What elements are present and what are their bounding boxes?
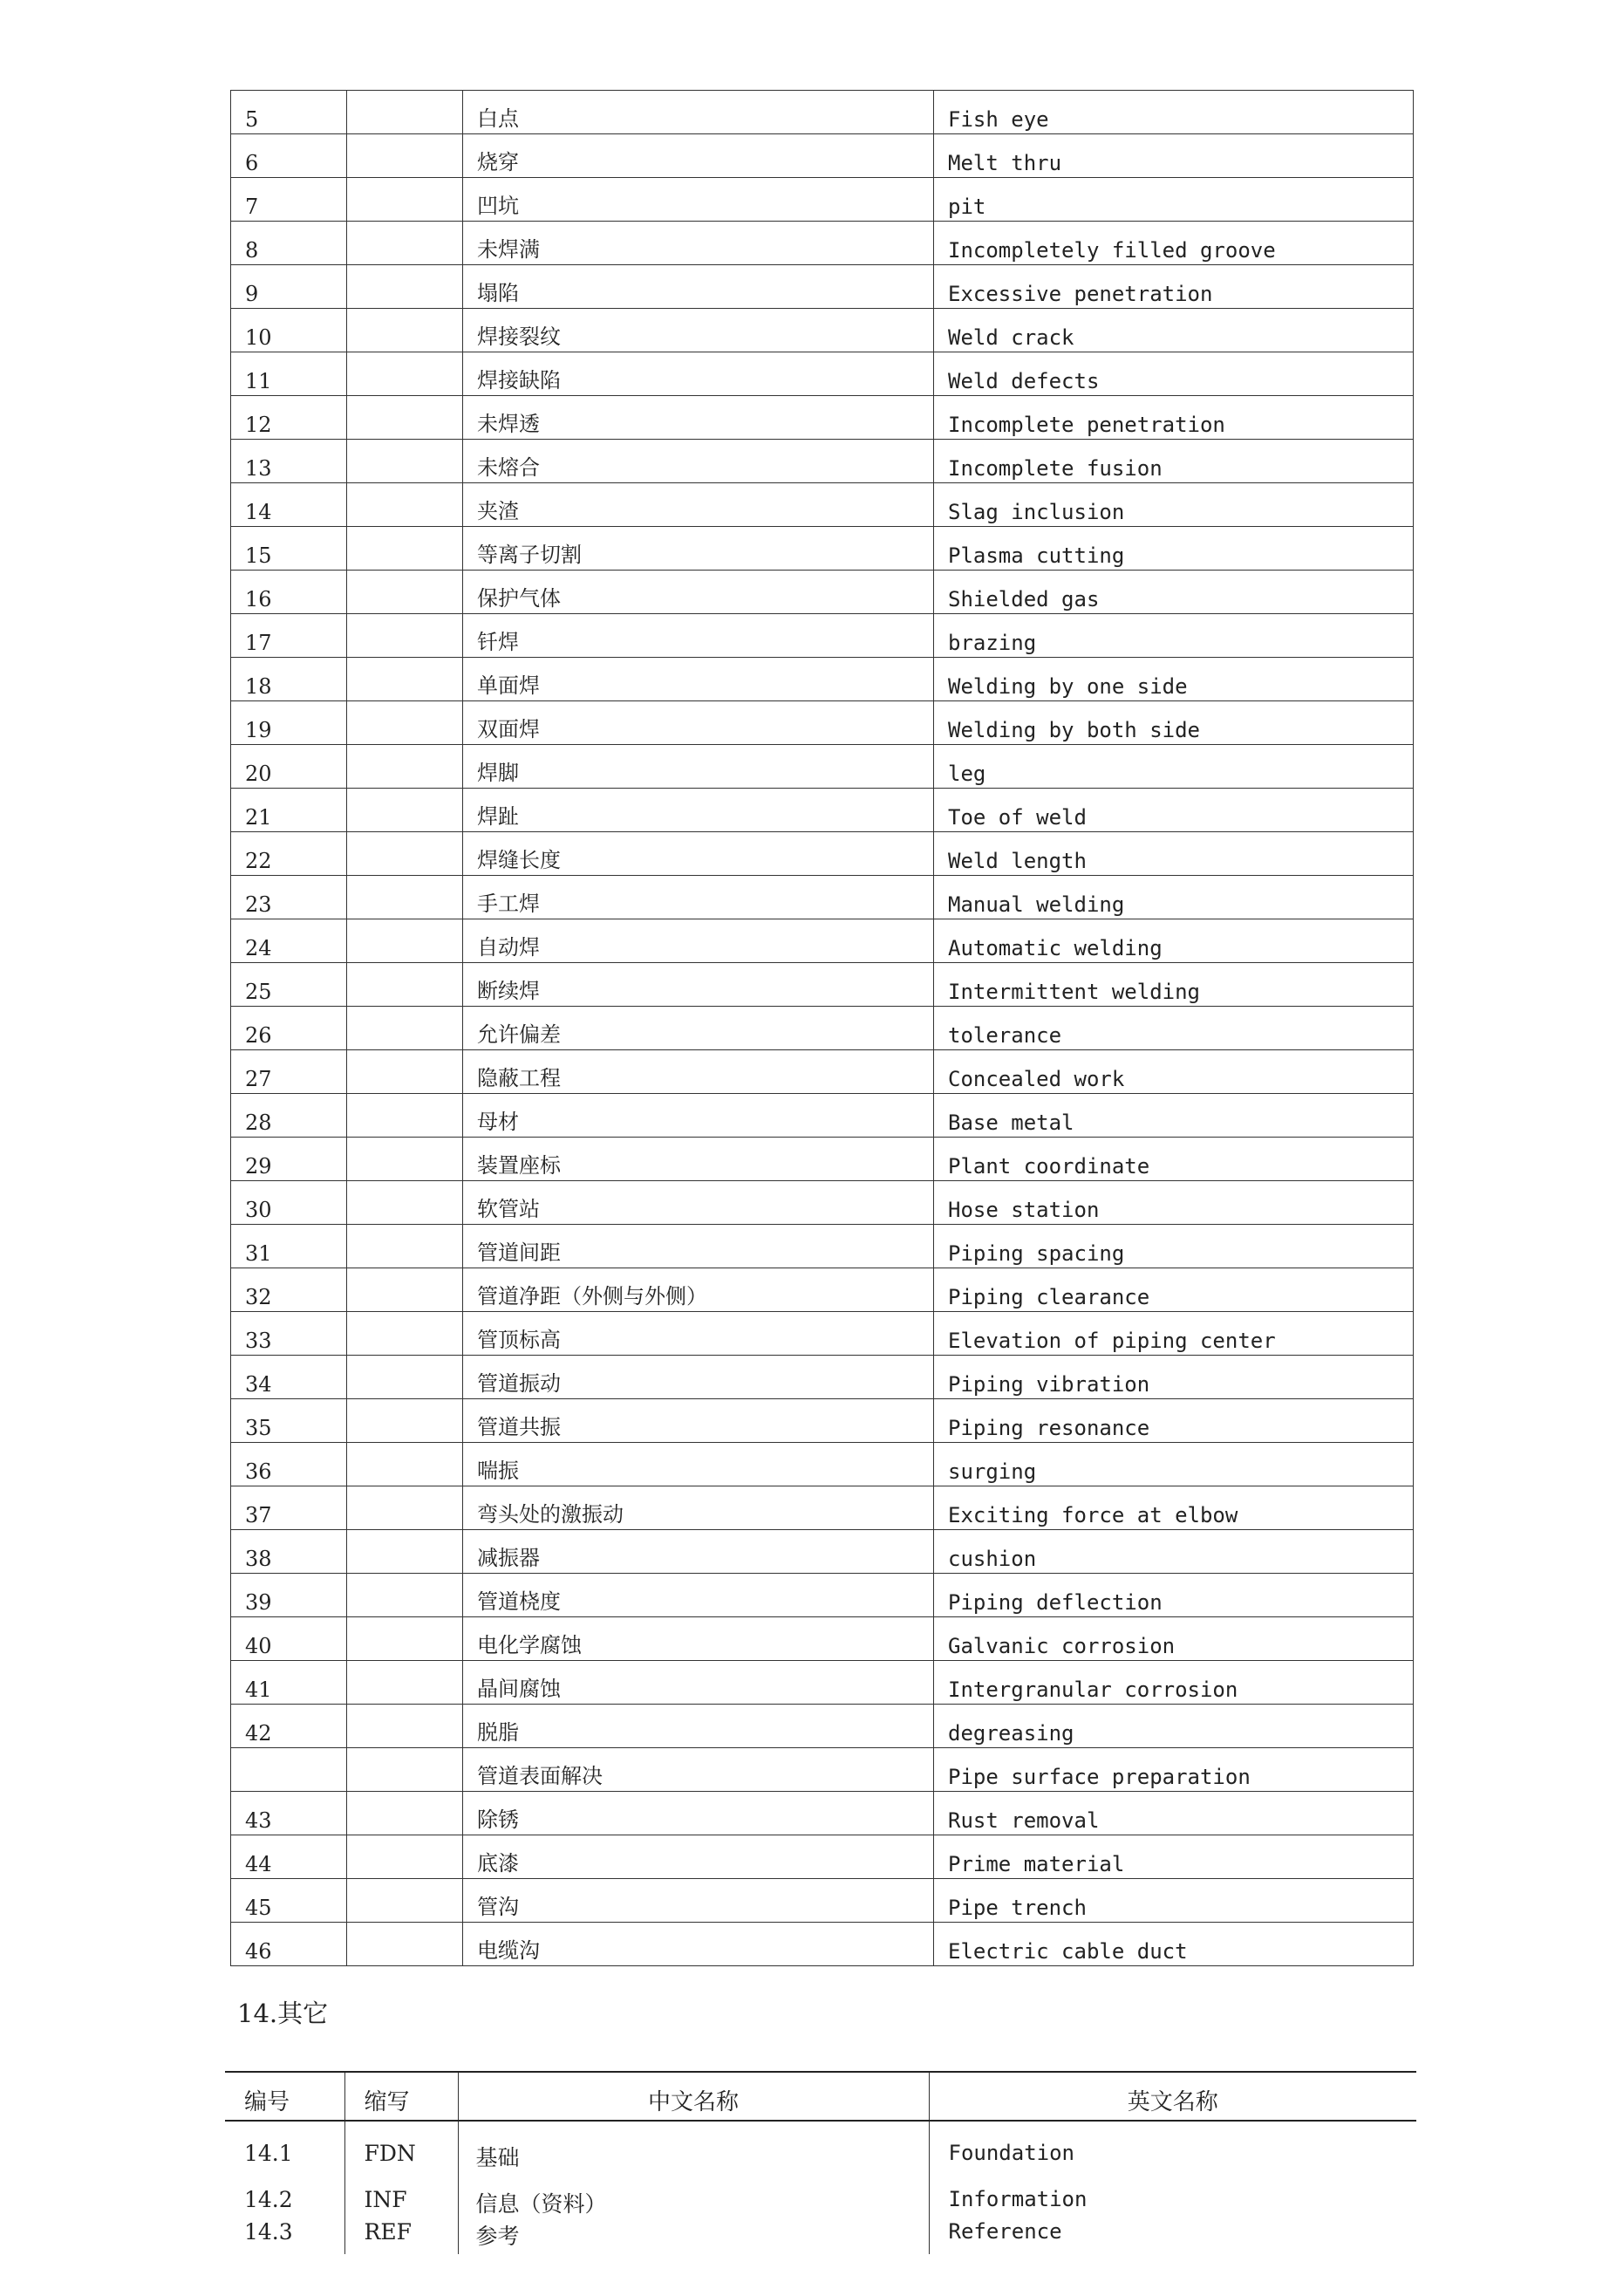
row-number: 5 [231,91,347,134]
row-chinese-name: 焊趾 [463,789,934,832]
row-number: 14.2 [225,2183,344,2219]
table-row [231,1268,1414,1312]
header-english-name: 英文名称 [929,2072,1416,2121]
row-number: 16 [231,571,347,614]
row-abbreviation [347,571,463,614]
table-row [231,1094,1414,1138]
row-chinese-name: 电化学腐蚀 [463,1617,934,1661]
table-row [231,1312,1414,1356]
header-chinese-name: 中文名称 [458,2072,929,2121]
row-abbreviation [347,1356,463,1399]
table-row [231,1574,1414,1617]
row-number: 38 [231,1530,347,1574]
row-abbreviation [347,1661,463,1705]
row-number: 10 [231,309,347,352]
row-chinese-name: 烧穿 [463,134,934,178]
row-english-name: Welding by both side [934,701,1414,745]
row-number: 24 [231,919,347,963]
table-row [231,1705,1414,1748]
row-english-name: Galvanic corrosion [934,1617,1414,1661]
row-english-name: tolerance [934,1007,1414,1050]
table-row [231,571,1414,614]
row-number: 29 [231,1138,347,1181]
row-english-name: Reference [948,2219,1062,2244]
row-abbreviation [347,832,463,876]
row-chinese-name: 管道振动 [463,1356,934,1399]
row-english-name: Information [948,2187,1088,2211]
row-chinese-name: 减振器 [463,1530,934,1574]
row-english-name: Slag inclusion [934,483,1414,527]
row-english-name: Rust removal [934,1792,1414,1835]
table-row [225,2219,1416,2254]
row-number: 14.1 [225,2121,344,2183]
row-chinese-name: 凹坑 [463,178,934,222]
row-number: 36 [231,1443,347,1486]
row-number: 44 [231,1835,347,1879]
table-row [231,134,1414,178]
row-abbreviation [347,265,463,309]
row-english-name: Melt thru [934,134,1414,178]
row-english-name: Incompletely filled groove [934,222,1414,265]
row-abbreviation [347,1443,463,1486]
table-row [231,1443,1414,1486]
row-chinese-name: 保护气体 [463,571,934,614]
row-number: 46 [231,1923,347,1966]
row-chinese-name: 断续焊 [463,963,934,1007]
row-number: 19 [231,701,347,745]
row-number: 25 [231,963,347,1007]
row-english-name: pit [934,178,1414,222]
row-abbreviation [347,1138,463,1181]
row-english-name: Prime material [934,1835,1414,1879]
row-english-name: Foundation [948,2141,1074,2165]
table-row [231,1617,1414,1661]
row-english-name: Exciting force at elbow [934,1486,1414,1530]
row-abbreviation [347,1835,463,1879]
row-number: 37 [231,1486,347,1530]
table-row [231,1923,1414,1966]
row-abbreviation [347,963,463,1007]
row-english-name: leg [934,745,1414,789]
row-chinese-name: 软管站 [463,1181,934,1225]
row-english-name: Electric cable duct [934,1923,1414,1966]
section-title: 14.其它 [237,1999,329,2028]
row-abbreviation [347,919,463,963]
row-english-name: Manual welding [934,876,1414,919]
table-row [231,309,1414,352]
row-chinese-name: 单面焊 [463,658,934,701]
row-chinese-name: 脱脂 [463,1705,934,1748]
table-row [231,789,1414,832]
row-chinese-name: 焊接缺陷 [463,352,934,396]
row-english-name: Excessive penetration [934,265,1414,309]
row-number: 41 [231,1661,347,1705]
table-row [231,1050,1414,1094]
row-chinese-name: 未熔合 [463,440,934,483]
row-abbreviation [347,876,463,919]
row-abbreviation [347,1399,463,1443]
table-row [231,1792,1414,1835]
row-english-name: Elevation of piping center [934,1312,1414,1356]
row-english-name: Pipe trench [934,1879,1414,1923]
table-row [231,919,1414,963]
row-number: 23 [231,876,347,919]
row-english-name: Piping spacing [934,1225,1414,1268]
row-number: 17 [231,614,347,658]
row-chinese-name: 弯头处的激振动 [463,1486,934,1530]
row-abbreviation [347,1923,463,1966]
row-number: 35 [231,1399,347,1443]
row-english-name: surging [934,1443,1414,1486]
row-number: 43 [231,1792,347,1835]
row-number: 45 [231,1879,347,1923]
row-chinese-name: 信息（资料） [458,2183,929,2219]
row-chinese-name: 底漆 [463,1835,934,1879]
row-abbreviation: REF [344,2219,458,2254]
row-abbreviation [347,1792,463,1835]
row-number: 30 [231,1181,347,1225]
row-chinese-name: 参考 [458,2219,929,2254]
row-chinese-name: 基础 [458,2121,929,2183]
row-english-name: Welding by one side [934,658,1414,701]
glossary-table [230,90,1414,1966]
table-row [231,614,1414,658]
row-abbreviation [347,309,463,352]
row-chinese-name: 晶间腐蚀 [463,1661,934,1705]
row-number: 31 [231,1225,347,1268]
table-row [231,265,1414,309]
row-english-name: Plant coordinate [934,1138,1414,1181]
header-abbreviation: 缩写 [344,2072,458,2121]
row-number: 21 [231,789,347,832]
row-number: 7 [231,178,347,222]
row-chinese-name: 焊脚 [463,745,934,789]
table-row [231,963,1414,1007]
row-english-name: Pipe surface preparation [934,1748,1414,1792]
row-chinese-name: 管道表面解决 [463,1748,934,1792]
row-chinese-name: 装置座标 [463,1138,934,1181]
table-row [231,1356,1414,1399]
table-row [225,2183,1416,2219]
row-number: 9 [231,265,347,309]
row-abbreviation [347,1705,463,1748]
row-abbreviation [347,1094,463,1138]
table-row [231,876,1414,919]
table-row [231,483,1414,527]
row-number: 27 [231,1050,347,1094]
row-number: 14.3 [225,2219,344,2254]
row-abbreviation [347,1879,463,1923]
row-chinese-name: 白点 [463,91,934,134]
table-row [231,1879,1414,1923]
row-abbreviation [347,1486,463,1530]
row-english-name: Piping deflection [934,1574,1414,1617]
row-abbreviation [347,440,463,483]
row-chinese-name: 钎焊 [463,614,934,658]
row-abbreviation [347,1617,463,1661]
row-chinese-name: 夹渣 [463,483,934,527]
row-chinese-name: 管沟 [463,1879,934,1923]
section-14-table-body [225,2121,1416,2254]
row-chinese-name: 手工焊 [463,876,934,919]
row-abbreviation [347,789,463,832]
table-row [231,527,1414,571]
row-abbreviation: INF [344,2183,458,2219]
table-row [225,2121,1416,2183]
row-chinese-name: 焊缝长度 [463,832,934,876]
table-row [231,91,1414,134]
row-english-name: Piping clearance [934,1268,1414,1312]
row-english-name: Intermittent welding [934,963,1414,1007]
row-chinese-name: 隐蔽工程 [463,1050,934,1094]
row-chinese-name: 除锈 [463,1792,934,1835]
row-number: 40 [231,1617,347,1661]
table-row [231,1661,1414,1705]
row-chinese-name: 管道净距（外侧与外侧） [463,1268,934,1312]
row-chinese-name: 管道桡度 [463,1574,934,1617]
row-abbreviation [347,134,463,178]
row-abbreviation [347,1574,463,1617]
row-number: 18 [231,658,347,701]
row-number: 32 [231,1268,347,1312]
row-abbreviation [347,1312,463,1356]
row-english-name: brazing [934,614,1414,658]
row-english-name: Base metal [934,1094,1414,1138]
table-row [231,701,1414,745]
row-number: 28 [231,1094,347,1138]
row-abbreviation [347,222,463,265]
table-row [231,1835,1414,1879]
row-abbreviation [347,527,463,571]
row-abbreviation [347,483,463,527]
table-row [231,178,1414,222]
row-chinese-name: 管顶标高 [463,1312,934,1356]
row-number: 12 [231,396,347,440]
row-abbreviation [347,1007,463,1050]
row-chinese-name: 管道共振 [463,1399,934,1443]
row-number: 14 [231,483,347,527]
row-abbreviation [347,1050,463,1094]
row-number: 15 [231,527,347,571]
row-abbreviation [347,658,463,701]
row-english-name: cushion [934,1530,1414,1574]
table-row [231,222,1414,265]
row-english-name: Weld crack [934,309,1414,352]
row-number: 6 [231,134,347,178]
table-row [231,745,1414,789]
row-number: 11 [231,352,347,396]
row-english-name: Fish eye [934,91,1414,134]
row-number [231,1748,347,1792]
row-number: 26 [231,1007,347,1050]
row-english-name: Toe of weld [934,789,1414,832]
row-number: 34 [231,1356,347,1399]
row-number: 13 [231,440,347,483]
section-14-table [225,2071,1416,2254]
row-english-name: Weld length [934,832,1414,876]
row-chinese-name: 管道间距 [463,1225,934,1268]
table-row [231,1181,1414,1225]
table-row [231,1007,1414,1050]
row-english-name: Shielded gas [934,571,1414,614]
table-row [231,658,1414,701]
row-abbreviation [347,1181,463,1225]
row-number: 8 [231,222,347,265]
row-abbreviation: FDN [344,2121,458,2183]
row-chinese-name: 允许偏差 [463,1007,934,1050]
table-row [231,1225,1414,1268]
row-english-name: Automatic welding [934,919,1414,963]
row-english-name: Piping resonance [934,1399,1414,1443]
table-row [231,1530,1414,1574]
row-chinese-name: 母材 [463,1094,934,1138]
row-english-name: degreasing [934,1705,1414,1748]
section-14-header-row [225,2072,1416,2121]
table-row [231,352,1414,396]
glossary-table-body [231,91,1414,1966]
header-number: 编号 [225,2072,344,2121]
row-chinese-name: 塌陷 [463,265,934,309]
row-chinese-name: 未焊满 [463,222,934,265]
table-row [231,1138,1414,1181]
row-abbreviation [347,701,463,745]
row-abbreviation [347,396,463,440]
row-chinese-name: 喘振 [463,1443,934,1486]
row-abbreviation [347,1268,463,1312]
row-number: 33 [231,1312,347,1356]
table-row [231,1486,1414,1530]
row-english-name: Plasma cutting [934,527,1414,571]
row-english-name: Piping vibration [934,1356,1414,1399]
table-row [231,1399,1414,1443]
row-chinese-name: 自动焊 [463,919,934,963]
row-chinese-name: 焊接裂纹 [463,309,934,352]
row-english-name: Intergranular corrosion [934,1661,1414,1705]
row-number: 39 [231,1574,347,1617]
row-english-name: Incomplete penetration [934,396,1414,440]
row-abbreviation [347,745,463,789]
row-chinese-name: 未焊透 [463,396,934,440]
row-chinese-name: 电缆沟 [463,1923,934,1966]
row-abbreviation [347,1530,463,1574]
row-number: 22 [231,832,347,876]
row-english-name: Concealed work [934,1050,1414,1094]
row-abbreviation [347,1225,463,1268]
row-chinese-name: 双面焊 [463,701,934,745]
row-abbreviation [347,1748,463,1792]
row-abbreviation [347,352,463,396]
row-number: 20 [231,745,347,789]
table-row [231,396,1414,440]
row-abbreviation [347,178,463,222]
row-abbreviation [347,614,463,658]
row-abbreviation [347,91,463,134]
table-row [231,832,1414,876]
table-row [231,1748,1414,1792]
row-english-name: Weld defects [934,352,1414,396]
row-english-name: Hose station [934,1181,1414,1225]
row-chinese-name: 等离子切割 [463,527,934,571]
row-english-name: Incomplete fusion [934,440,1414,483]
table-row [231,440,1414,483]
row-number: 42 [231,1705,347,1748]
